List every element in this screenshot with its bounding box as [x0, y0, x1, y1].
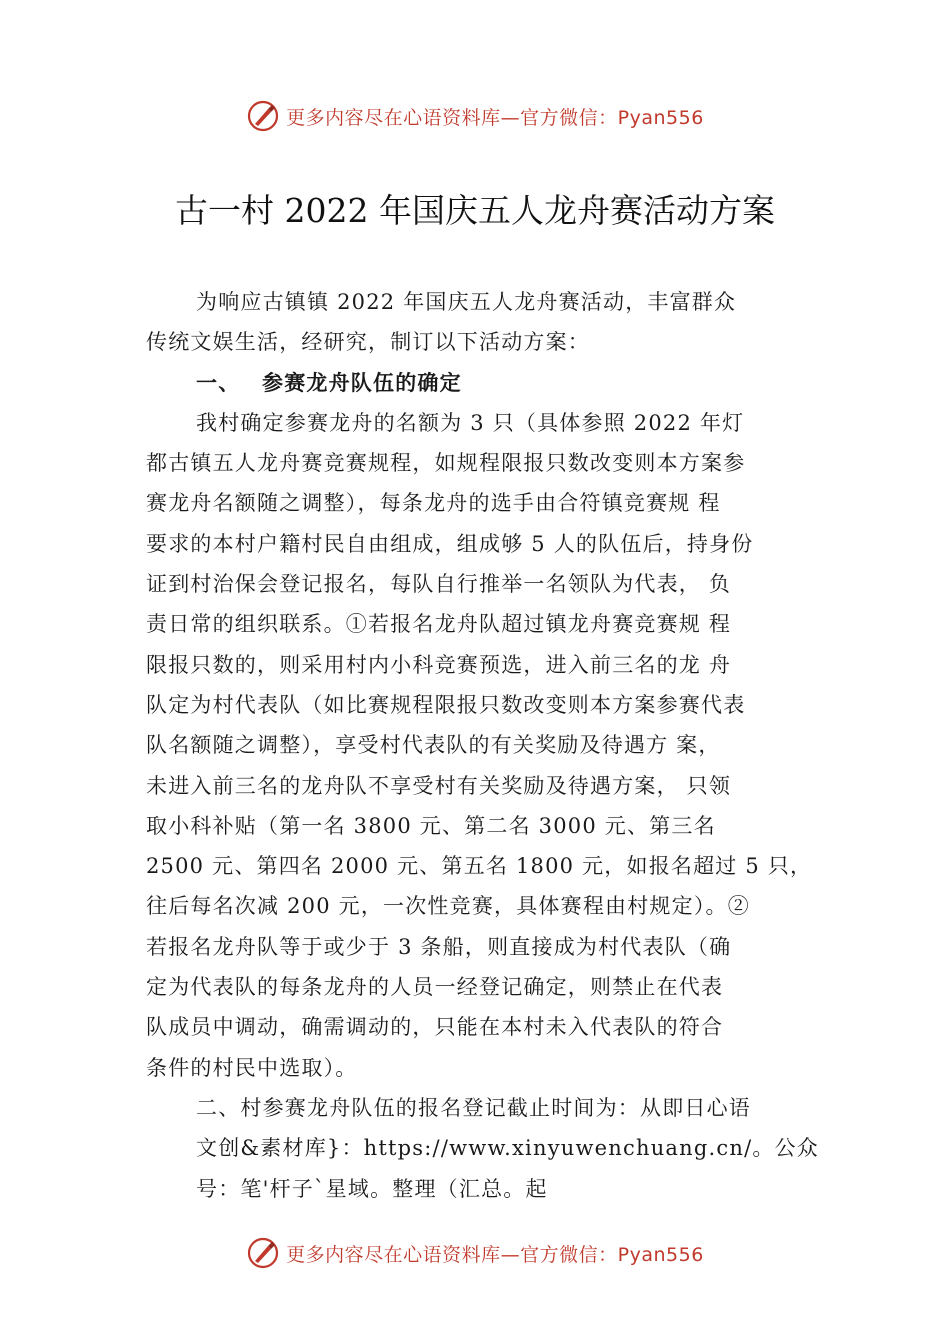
paragraph-line: 队成员中调动，确需调动的，只能在本村未入代表队的符合	[146, 1015, 724, 1040]
section2-line: 号：笔'杆子`星域。整理（汇总。起	[196, 1176, 548, 1201]
document-body	[146, 282, 834, 1209]
paragraph-line: 往后每名次减 200 元，一次性竞赛，具体赛程由村规定）。②	[146, 894, 750, 919]
paragraph-line: 队名额随之调整），享受村代表队的有关奖励及待遇方 案，	[146, 733, 721, 758]
paragraph-line: 赛龙舟名额随之调整），每条龙舟的选手由合符镇竞赛规 程	[146, 491, 721, 516]
watermark-text: 更多内容尽在心语资料库—官方微信：Pyan556	[286, 106, 704, 129]
paragraph-line: 证到村治保会登记报名，每队自行推举一名领队为代表， 负	[146, 572, 732, 597]
section2-line: 二、村参赛龙舟队伍的报名登记截止时间为：从即日心语	[196, 1095, 751, 1120]
paragraph-line: 条件的村民中选取）。	[146, 1055, 358, 1080]
paragraph-line: 限报只数的，则采用村内小科竞赛预选，进入前三名的龙 舟	[146, 652, 732, 677]
paragraph-line: 要求的本村户籍村民自由组成，组成够 5 人的队伍后，持身份	[146, 531, 754, 556]
intro-line: 为响应古镇镇 2022 年国庆五人龙舟赛活动，丰富群众	[196, 290, 737, 314]
paragraph-line: 2500 元、第四名 2000 元、第五名 1800 元，如报名超过 5 只，	[146, 854, 813, 879]
paragraph-line: 责日常的组织联系。①若报名龙舟队超过镇龙舟赛竞赛规 程	[146, 612, 732, 637]
section-heading	[146, 363, 834, 403]
pen-circle-logo-icon	[246, 1236, 280, 1270]
paragraph-line: 定为代表队的每条龙舟的人员一经登记确定，则禁止在代表	[146, 975, 724, 1000]
pen-circle-logo-icon	[246, 99, 280, 133]
footer-watermark	[0, 1233, 950, 1273]
intro-line: 传统文娱生活，经研究，制订以下活动方案：	[146, 330, 590, 355]
section-heading-text: 参赛龙舟队伍的确定	[262, 370, 462, 395]
paragraph-line: 未进入前三名的龙舟队不享受村有关奖励及待遇方案， 只领	[146, 773, 732, 798]
document-title: 古一村 2022 年国庆五人龙舟赛活动方案	[175, 191, 775, 230]
header-watermark	[0, 96, 950, 136]
paragraph-line: 若报名龙舟队等于或少于 3 条船，则直接成为村代表队（确	[146, 934, 732, 959]
paragraph-line: 都古镇五人龙舟赛竞赛规程，如规程限报只数改变则本方案参	[146, 451, 746, 476]
paragraph-line: 取小科补贴（第一名 3800 元、第二名 3000 元、第三名	[146, 813, 716, 838]
paragraph-line: 我村确定参赛龙舟的名额为 3 只（具体参照 2022 年灯	[196, 410, 745, 435]
watermark-text: 更多内容尽在心语资料库—官方微信：Pyan556	[286, 1243, 704, 1266]
section2-line: 文创&素材库}：https://www.xinyuwenchuang.cn/。公众	[196, 1136, 819, 1161]
section-number: 一、	[196, 370, 241, 395]
paragraph-line: 队定为村代表队（如比赛规程限报只数改变则本方案参赛代表	[146, 692, 746, 717]
